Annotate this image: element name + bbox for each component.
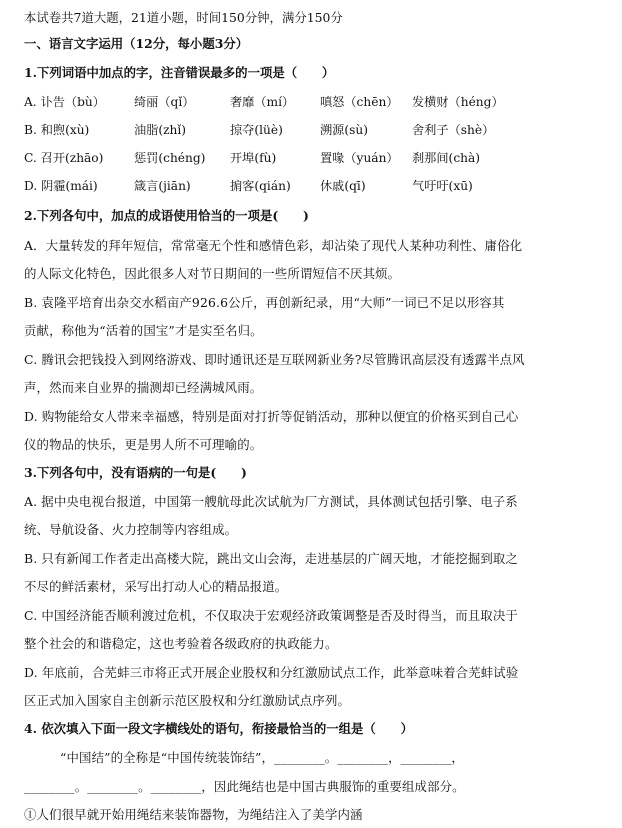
q1-a-word4: 嗔怒（chēn） bbox=[320, 95, 399, 109]
q2-stem: 2.下列各句中，加点的成语使用恰当的一项是( ) bbox=[24, 208, 309, 223]
q3-line: A. 据中央电视台报道，中国第一艘航母此次试航为厂方测试，具体测试包括引擎、电子系 bbox=[24, 494, 518, 509]
q1-a-word2: 绮丽（qǐ） bbox=[134, 95, 195, 109]
q2-line: 贡献，称他为“活着的国宝”才是实至名归。 bbox=[24, 323, 263, 338]
q1-c-word5: 刹那间(chà) bbox=[412, 151, 481, 165]
q1-option-a bbox=[24, 92, 604, 112]
q1-c-word1: C. 召开(zhāo) bbox=[24, 151, 104, 165]
exam-intro: 本试卷共7道大题，21道小题，时间150分钟，满分150分 bbox=[24, 10, 343, 25]
q4-stem: 4. 依次填入下面一段文字横线处的语句，衔接最恰当的一组是（ ） bbox=[24, 721, 413, 736]
q3-line: 统、导航设备、火力控制等内容组成。 bbox=[24, 522, 238, 537]
section1-title: 一、语言文字运用（12分，每小题3分） bbox=[24, 36, 249, 51]
q1-option-c bbox=[24, 148, 604, 168]
q1-stem: 1.下列词语中加点的字，注音错误最多的一项是（ ） bbox=[24, 65, 335, 80]
q1-b-word3: 掠夺(lüè) bbox=[230, 123, 283, 137]
q2-line: D. 购物能给女人带来幸福感，特别是面对打折等促销活动，那种以便宜的价格买到自己心 bbox=[24, 409, 519, 424]
q3-line: B. 只有新闻工作者走出高楼大院，跳出文山会海，走进基层的广阔天地，才能挖掘到取之 bbox=[24, 551, 518, 566]
q1-d-word1: D. 阴霾(mái) bbox=[24, 179, 98, 193]
q1-option-b bbox=[24, 120, 604, 140]
q3-line: D. 年底前，合芜蚌三市将正式开展企业股权和分红激励试点工作，此举意味着合芜蚌试验 bbox=[24, 665, 519, 680]
q4-line: ________。________。________，因此绳结也是中国古典服饰的重要组成部分。 bbox=[24, 779, 465, 794]
q2-line: 仪的物品的快乐，更是男人所不可理喻的。 bbox=[24, 437, 263, 452]
q4-line: “中国结”的全称是“中国传统装饰结”，________。________，________， bbox=[60, 750, 464, 765]
q3-line: 区正式加入国家自主创新示范区股权和分红激励试点序列。 bbox=[24, 693, 351, 708]
q3-line: 不尽的鲜活素材，采写出打动人心的精品报道。 bbox=[24, 579, 288, 594]
q1-a-word3: 奢靡（mí） bbox=[230, 95, 295, 109]
q1-d-word4: 休戚(qī) bbox=[320, 179, 366, 193]
q1-a-word5: 发横财（héng） bbox=[412, 95, 504, 109]
q1-c-word3: 开埠(fù) bbox=[230, 151, 277, 165]
q3-line: C. 中国经济能否顺利渡过危机，不仅取决于宏观经济政策调整是否及时得当，而且取决于 bbox=[24, 608, 518, 623]
q1-d-word2: 箴言(jiān) bbox=[134, 179, 191, 193]
q1-b-word2: 油脂(zhǐ) bbox=[134, 123, 187, 137]
q2-line: C. 腾讯会把钱投入到网络游戏、即时通讯还是互联网新业务?尽管腾讯高层没有透露半点风 bbox=[24, 352, 525, 367]
q2-line: 声，然而来自业界的揣测却已经满城风雨。 bbox=[24, 380, 263, 395]
q1-option-d bbox=[24, 176, 604, 196]
q3-line: 整个社会的和谐稳定，这也考验着各级政府的执政能力。 bbox=[24, 636, 338, 651]
q1-b-word5: 舍利子（shè） bbox=[412, 123, 495, 137]
q3-stem: 3.下列各句中，没有语病的一句是( ) bbox=[24, 465, 247, 480]
q1-b-word1: B. 和煦(xù) bbox=[24, 123, 90, 137]
q1-d-word5: 气吁吁(xū) bbox=[412, 179, 473, 193]
q1-c-word4: 置喙（yuán） bbox=[320, 151, 399, 165]
q1-c-word2: 惩罚(chéng) bbox=[134, 151, 206, 165]
q2-line: A．大量转发的拜年短信，常常毫无个性和感情色彩，却沾染了现代人某种功利性、庸俗化 bbox=[24, 238, 523, 253]
q4-line: ①人们很早就开始用绳结来装饰器物，为绳结注入了美学内涵 bbox=[24, 807, 363, 822]
q2-line: 的人际文化特色，因此很多人对节日期间的一些所谓短信不厌其烦。 bbox=[24, 266, 401, 281]
q1-b-word4: 溯源(sù) bbox=[320, 123, 368, 137]
q1-d-word3: 掮客(qián) bbox=[230, 179, 291, 193]
q2-line: B. 袁隆平培育出杂交水稻亩产926.6公斤，再创新纪录，用“大师”一词已不足以形容其 bbox=[24, 295, 505, 310]
q1-a-word1: A. 讣告（bù） bbox=[24, 95, 105, 109]
